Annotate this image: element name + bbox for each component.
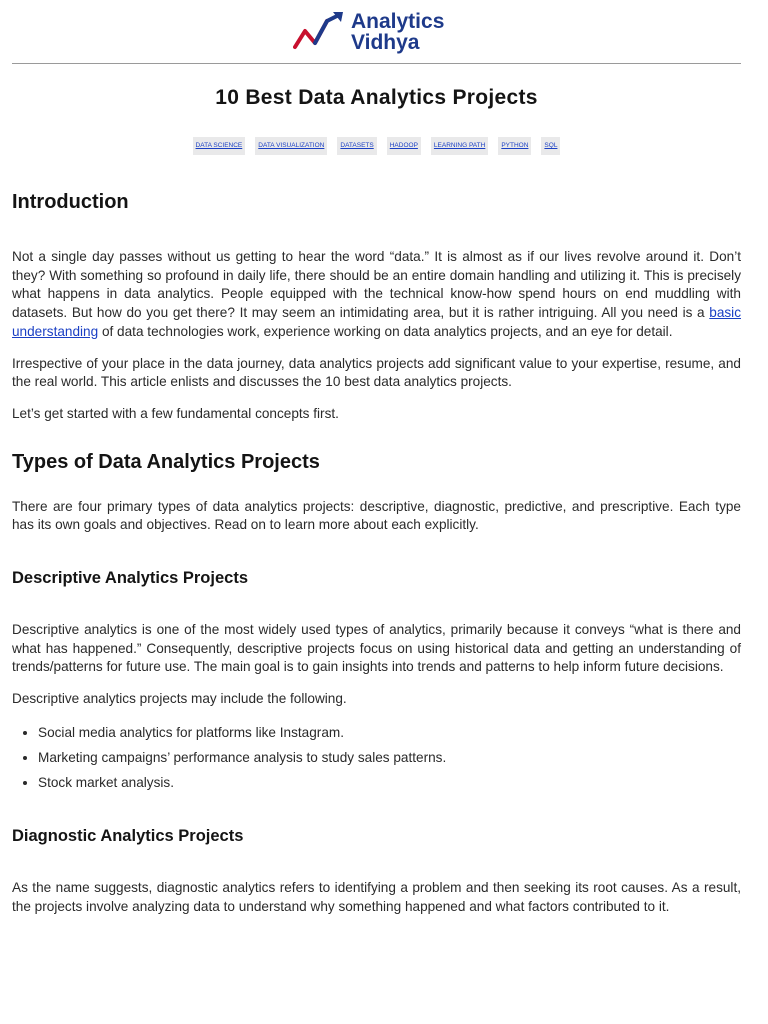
tag-list	[0, 137, 753, 155]
intro-text-after-link: of data technologies work, experience working on data analytics projects, and an eye for detail.	[98, 323, 673, 339]
list-item: • Social media analytics for platforms like Instagram.	[38, 724, 741, 743]
list-item: • Marketing campaigns’ performance analysis to study sales patterns.	[38, 749, 741, 768]
intro-paragraph-3: Let’s get started with a few fundamental concepts first.	[12, 405, 339, 421]
brand-wordmark	[351, 11, 444, 53]
descriptive-paragraph-2: Descriptive analytics projects may include the following.	[12, 691, 347, 707]
header-divider	[12, 63, 741, 64]
types-paragraph-1: There are four primary types of data analytics projects: descriptive, diagnostic, predictive, and prescriptive. Each type has its own goals and objectives. Read on to learn more about each explicitly.	[12, 498, 741, 533]
tag-datasets[interactable]: DATASETS	[337, 137, 376, 155]
basic-understanding-link[interactable]: basic understanding	[12, 305, 741, 339]
heading-diagnostic: Diagnostic Analytics Projects	[12, 826, 244, 845]
tag-data-visualization[interactable]: DATA VISUALIZATION	[255, 137, 327, 155]
intro-paragraph-1	[12, 248, 741, 342]
tag-python[interactable]: PYTHON	[498, 137, 531, 155]
descriptive-paragraph-1: Descriptive analytics is one of the most widely used types of analytics, primarily because it conveys “what is there and what has happened.” Consequently, descriptive projects focus on using historical data and getting an understanding of trends/patterns for future use. The main goal is to gain insights into trends and patterns to help inform future decisions.	[12, 622, 741, 675]
analytics-vidhya-logo-icon	[293, 11, 345, 53]
list-item: • Stock market analysis.	[38, 774, 741, 793]
article-title: 10 Best Data Analytics Projects	[215, 86, 538, 109]
tag-data-science[interactable]: DATA SCIENCE	[193, 137, 246, 155]
tag-sql[interactable]: SQL	[541, 137, 560, 155]
brand-line-2: Vidhya	[351, 31, 420, 54]
tag-hadoop[interactable]: HADOOP	[387, 137, 421, 155]
diagnostic-paragraph-1: As the name suggests, diagnostic analytics refers to identifying a problem and then seeking its root causes. As a result, the projects involve analyzing data to understand why something happened and what factors contributed to it.	[12, 879, 741, 914]
heading-descriptive: Descriptive Analytics Projects	[12, 569, 248, 588]
heading-introduction: Introduction	[12, 191, 129, 213]
intro-text-before-link: Not a single day passes without us getting to hear the word “data.” It is almost as if our lives revolve around it. Don’t they? With something so profound in daily life, there should be an entire domain handling and utilizing it. This is precisely what happens in data analytics. People equipped with the technical know-how spend hours on end muddling with datasets. But how do you get there? It may seem an intimidating area, but it is rather intriguing. All you need is a	[12, 249, 741, 321]
article-body	[12, 190, 741, 916]
intro-paragraph-2: Irrespective of your place in the data journey, data analytics projects add significant value to your expertise, resume, and the real world. This article enlists and discusses the 10 best data analytics projects.	[12, 355, 741, 390]
descriptive-list	[12, 724, 741, 793]
brand-logo[interactable]	[293, 11, 444, 53]
tag-learning-path[interactable]: LEARNING PATH	[431, 137, 488, 155]
brand-line-1: Analytics	[351, 10, 445, 33]
heading-types: Types of Data Analytics Projects	[12, 450, 320, 473]
masthead	[0, 0, 768, 63]
